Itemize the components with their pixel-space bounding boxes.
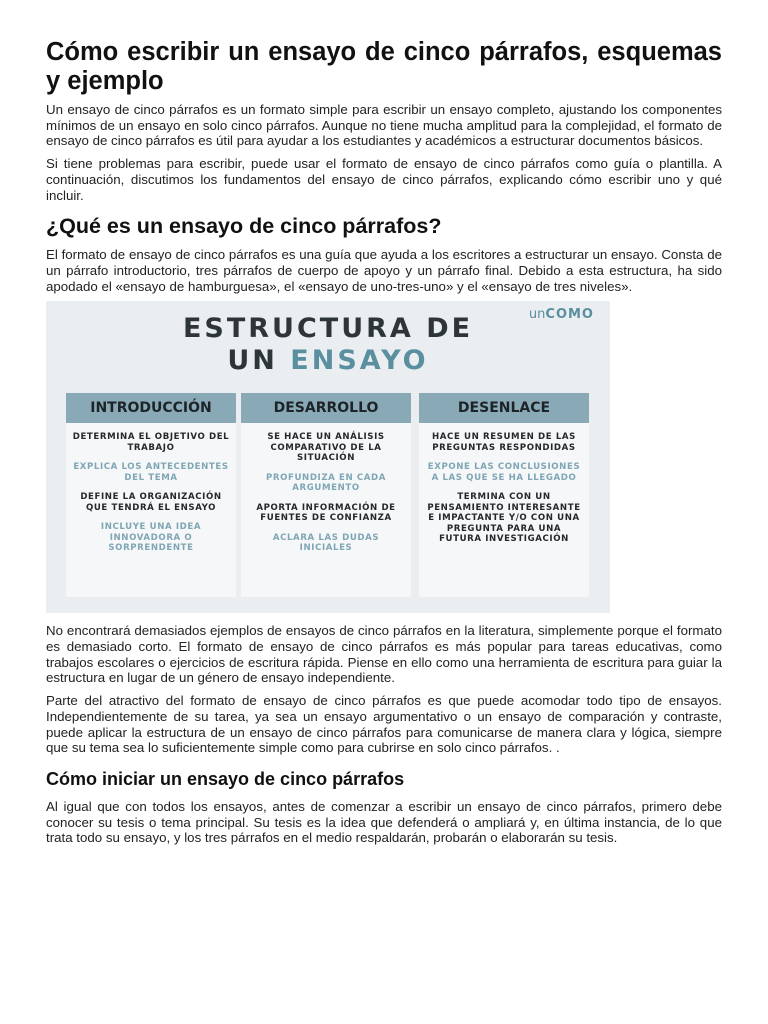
document-title: Cómo escribir un ensayo de cinco párrafos, esquemas y ejemplo: [46, 38, 722, 95]
section-heading-what-is: ¿Qué es un ensayo de cinco párrafos?: [46, 214, 442, 239]
column-heading: INTRODUCCIÓN: [66, 393, 236, 423]
document-page: [46, 38, 722, 853]
infographic-title-line2: [46, 345, 610, 376]
infographic-title-accent: ENSAYO: [290, 345, 429, 377]
column-item: DEFINE LA ORGANIZACIÓN QUE TENDRÁ EL ENSAYO: [80, 492, 222, 513]
column-heading: DESENLACE: [419, 393, 589, 423]
column-item: DETERMINA EL OBJETIVO DEL TRABAJO: [72, 432, 230, 453]
infographic-title-prefix: UN: [227, 345, 278, 377]
column-desenlace: [419, 393, 589, 597]
logo-main: COMO: [545, 307, 594, 323]
column-desarrollo: [241, 393, 411, 597]
intro-paragraph-2: Si tiene problemas para escribir, puede usar el formato de ensayo de cinco párrafos como guía o plantilla. A continuación, discutimos los fundamentos del ensayo de cinco párrafos, explicando cómo escribir uno y qué incluir.: [46, 156, 722, 203]
column-item: PROFUNDIZA EN CADA ARGUMENTO: [265, 472, 387, 494]
intro-paragraph-1: Un ensayo de cinco párrafos es un formato simple para escribir un ensayo completo, ajustando los componentes mínimos de un ensayo en solo cinco párrafos. Aunque no tiene mucha amplitud para la complejidad, el formato de ensayo de cinco párrafos es útil para ayudar a los estudiantes y académicos a estructurar documentos básicos.: [46, 102, 722, 149]
column-item: TERMINA CON UN PENSAMIENTO INTERESANTE E IMPACTANTE Y/O CON UNA PREGUNTA PARA UNA FUTURA INVESTIGACIÓN: [427, 492, 581, 545]
essay-structure-infographic: [46, 301, 610, 613]
infographic-title-line1: ESTRUCTURA DE: [182, 313, 474, 345]
column-item: EXPONE LAS CONCLUSIONES A LAS QUE SE HA LLEGADO: [427, 462, 581, 483]
section-heading-how-to-start: Cómo iniciar un ensayo de cinco párrafos: [46, 768, 405, 789]
column-item: SE HACE UN ANÁLISIS COMPARATIVO DE LA SITUACIÓN: [267, 432, 385, 464]
section-paragraph-what-is: El formato de ensayo de cinco párrafos es una guía que ayuda a los escritores a estructurar un ensayo. Consta de un párrafo introductorio, tres párrafos de cuerpo de apoyo y un párrafo final. Debido a esta estructura, ha sido apodado el «ensayo de hamburguesa», el «ensayo de uno-tres-uno» y el «ensayo de tres niveles».: [46, 247, 722, 294]
body-paragraph-appeal: Parte del atractivo del formato de ensayo de cinco párrafos es que puede acomodar todo tipo de ensayos. Independientemente de su tarea, ya sea un ensayo argumentativo o un ensayo de comparación y contraste, puede aplicar la estructura de un ensayo de cinco párrafos para comunicarse de manera clara y lógica, siempre que su tema sea lo suficientemente simple como para cubrirse en solo cinco párrafos. .: [46, 693, 722, 756]
section-paragraph-how-to-start: Al igual que con todos los ensayos, antes de comenzar a escribir un ensayo de cinco párrafos, primero debe conocer su tesis o tema principal. Su tesis es la idea que defenderá o ampliará y, en última instancia, de lo que trata todo su ensayo, y los tres párrafos en el medio respaldarán, probarán o elaborarán su tesis.: [46, 798, 722, 846]
column-heading: DESARROLLO: [241, 393, 411, 423]
column-item: APORTA INFORMACIÓN DE FUENTES DE CONFIANZA: [256, 502, 396, 524]
body-paragraph-examples: No encontrará demasiados ejemplos de ensayos de cinco párrafos en la literatura, simplemente porque el formato es demasiado corto. El formato de ensayo de cinco párrafos es más popular para tareas educativas, como trabajos escolares o ejercicios de escritura rápida. Piense en ello como una herramienta de escritura para guiar la estructura en lugar de un género de ensayo independiente.: [46, 623, 722, 686]
column-item: ACLARA LAS DUDAS INICIALES: [272, 532, 380, 554]
column-item: INCLUYE UNA IDEA INNOVADORA O SORPRENDENTE: [100, 522, 202, 554]
column-item: HACE UN RESUMEN DE LAS PREGUNTAS RESPONDIDAS: [432, 432, 576, 453]
column-introduccion: [66, 393, 236, 597]
logo-prefix: un: [528, 307, 546, 323]
column-item: EXPLICA LOS ANTECEDENTES DEL TEMA: [73, 462, 229, 483]
